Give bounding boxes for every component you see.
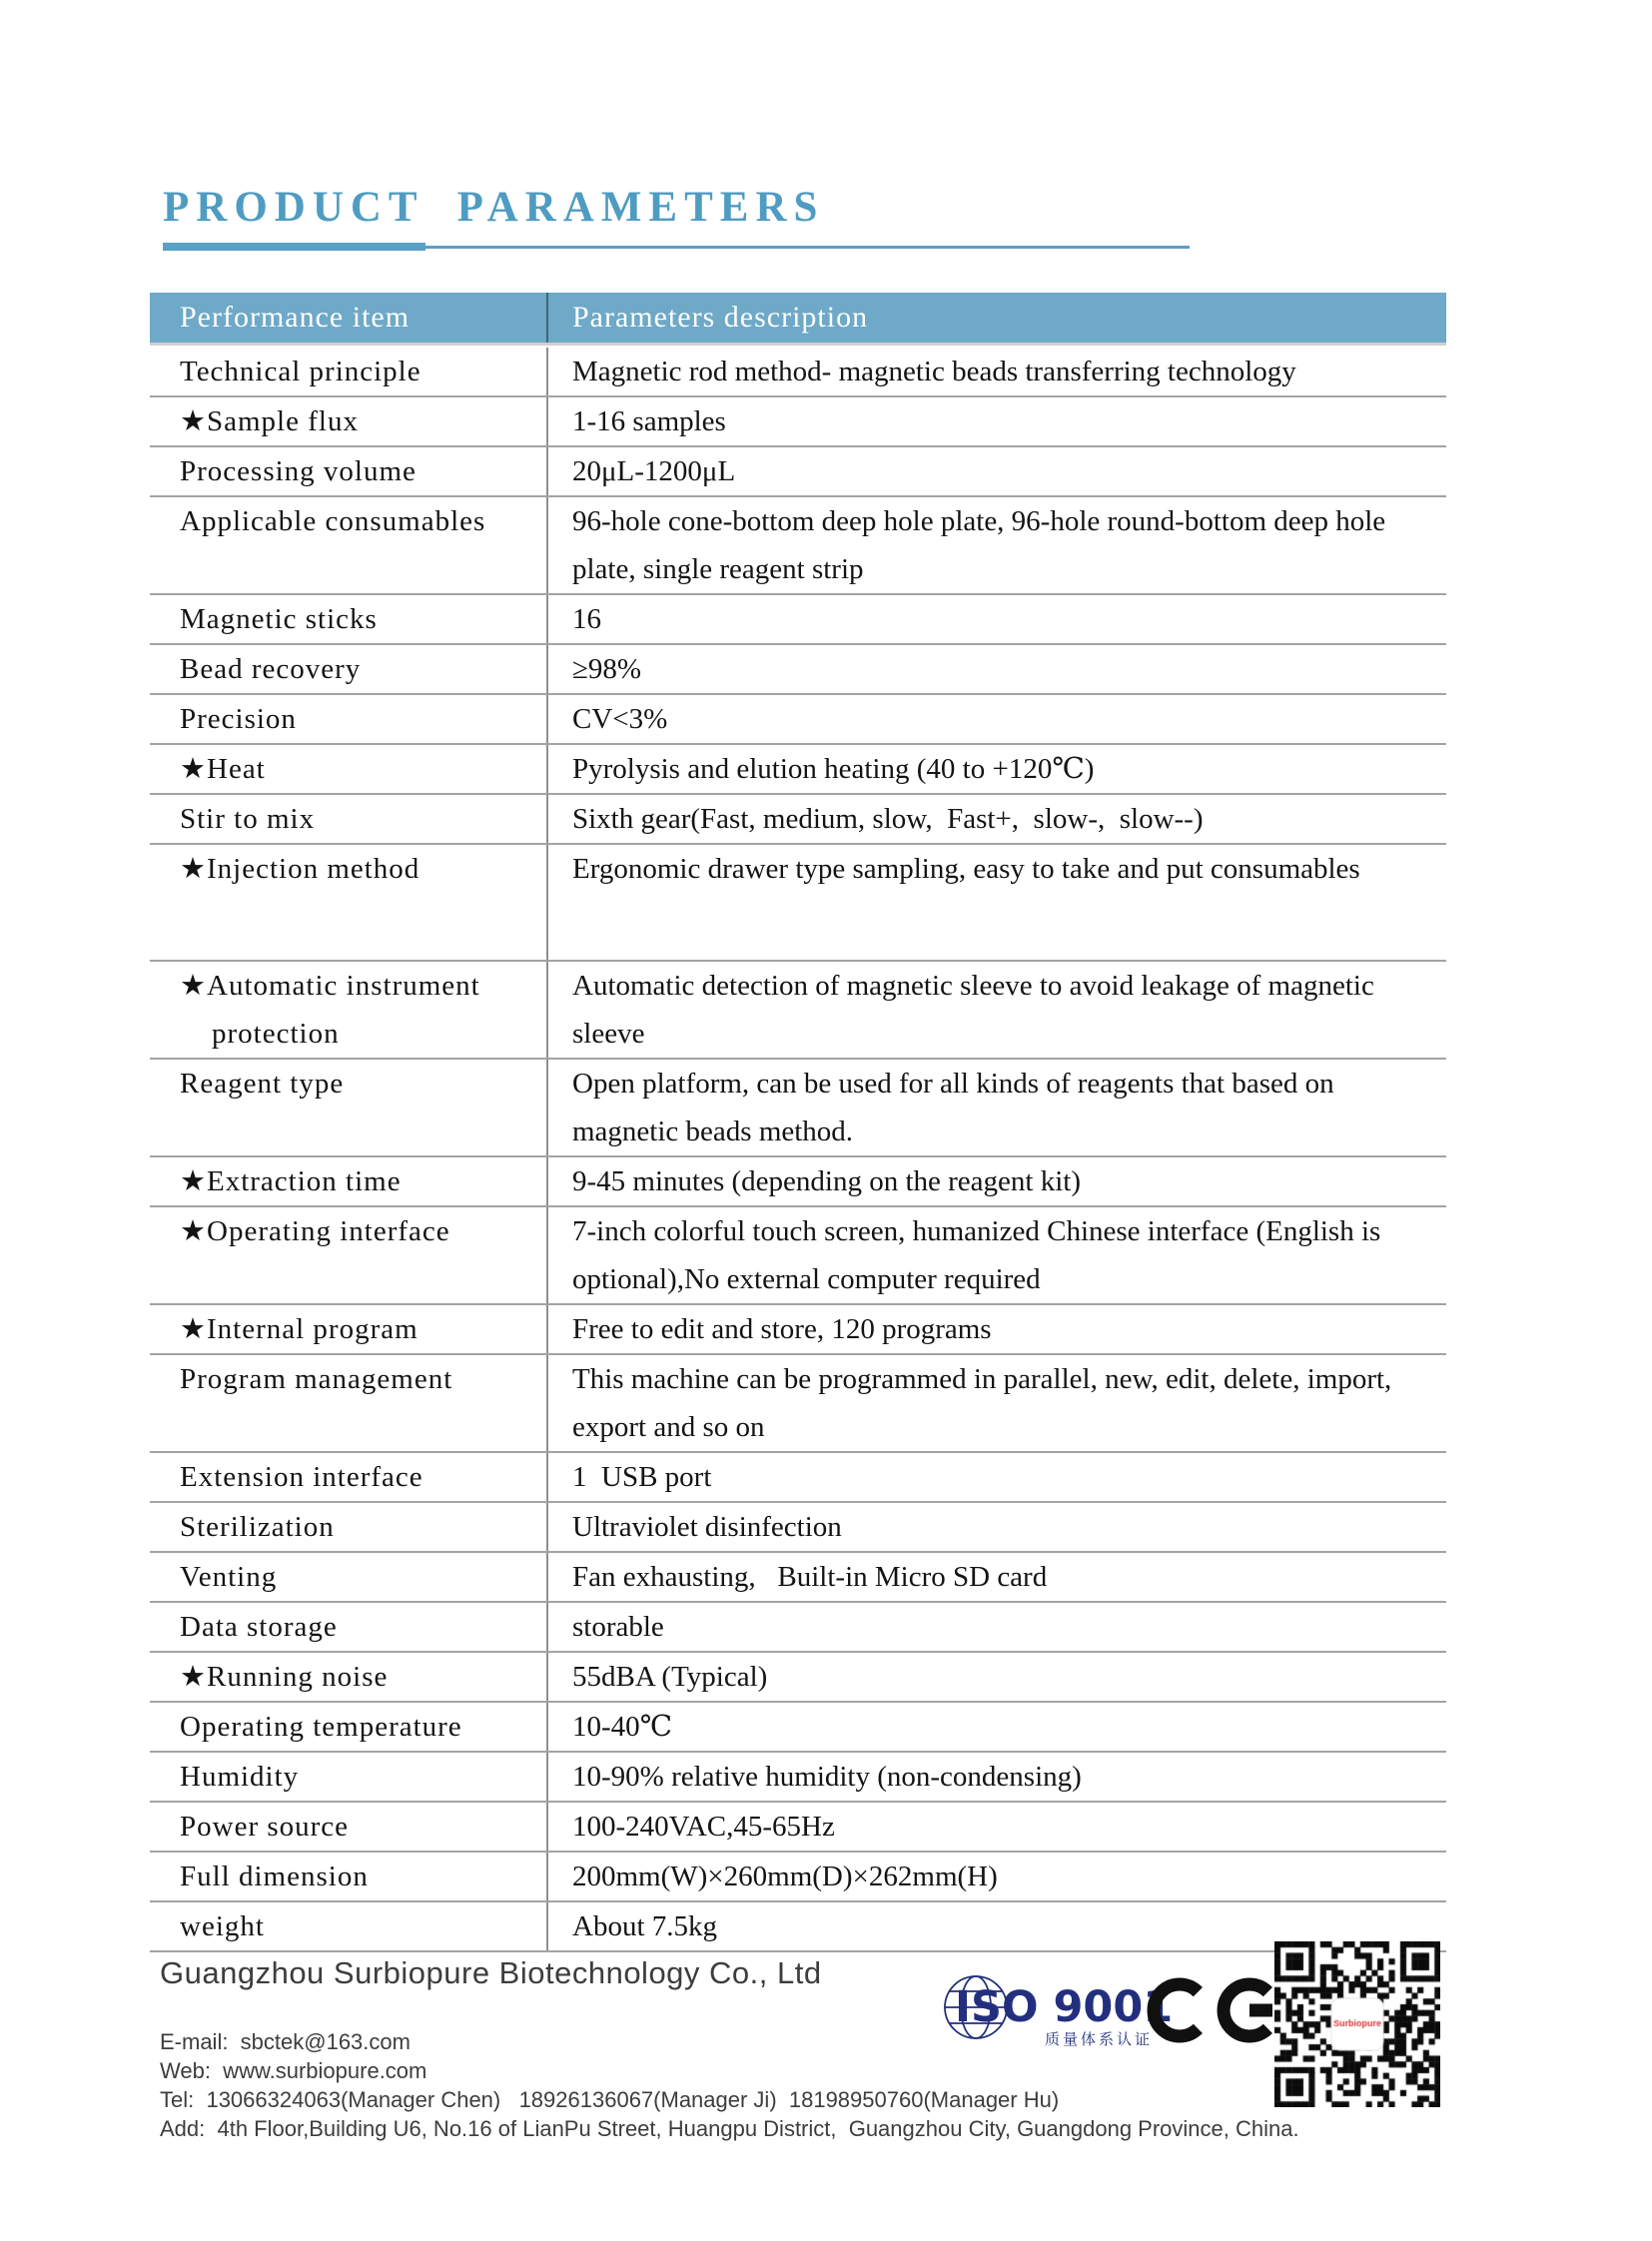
text-line: Ultraviolet disinfection [572, 1511, 842, 1543]
row-label [150, 1157, 546, 1205]
text-line: ≥98% [572, 653, 642, 685]
table-row [150, 1503, 1446, 1553]
text-line: Reagent type [180, 1068, 345, 1100]
text-line: Sixth gear(Fast, medium, slow, Fast+, slow-, slow--) [572, 803, 1204, 835]
text-line: ★Running noise [180, 1661, 389, 1693]
parameters-table [150, 293, 1446, 1952]
row-label [150, 1355, 546, 1451]
table-row [150, 1653, 1446, 1703]
text-line: Precision [180, 703, 297, 735]
row-value [546, 497, 1446, 593]
text-line: export and so on [572, 1411, 765, 1443]
text-line: Extension interface [180, 1461, 423, 1493]
table-row [150, 695, 1446, 745]
row-label [150, 1803, 546, 1851]
text-line: Stir to mix [180, 803, 316, 835]
text-line: magnetic beads method. [572, 1116, 854, 1147]
row-value [546, 1060, 1446, 1155]
text-line: 7-inch colorful touch screen, humanized Chinese interface (English is [572, 1215, 1381, 1247]
qr-code [1274, 1941, 1440, 2107]
text-line: CV<3% [572, 703, 668, 735]
text-line: ★Extraction time [180, 1165, 402, 1197]
text-line: Pyrolysis and elution heating (40 to +120℃) [572, 753, 1095, 785]
email-line: E-mail: sbctek@163.com [160, 2029, 411, 2054]
text-line: 96-hole cone-bottom deep hole plate, 96-hole round-bottom deep hole [572, 505, 1386, 537]
row-value [546, 1603, 1446, 1651]
table-row [150, 1603, 1446, 1653]
table-body [150, 346, 1446, 1952]
text-line: ★Injection method [180, 853, 420, 885]
table-row [150, 645, 1446, 695]
text-line: About 7.5kg [572, 1910, 717, 1942]
table-row [150, 397, 1446, 447]
row-label [150, 1703, 546, 1751]
web-line: Web: www.surbiopure.com [160, 2058, 427, 2083]
row-label [150, 397, 546, 445]
row-value [546, 1355, 1446, 1451]
text-line: 200mm(W)×260mm(D)×262mm(H) [572, 1861, 998, 1892]
row-value [546, 962, 1446, 1058]
row-label [150, 1207, 546, 1303]
row-label [150, 1503, 546, 1551]
text-line: Power source [180, 1811, 350, 1843]
text-line: Open platform, can be used for all kinds of reagents that based on [572, 1068, 1334, 1100]
company-name: Guangzhou Surbiopure Biotechnology Co., Ltd [160, 1955, 822, 1990]
table-row [150, 348, 1446, 397]
text-line: 10-90% relative humidity (non-condensing) [572, 1761, 1082, 1793]
text-line: Bead recovery [180, 653, 362, 685]
table-row [150, 1453, 1446, 1503]
table-row [150, 1207, 1446, 1305]
row-value [546, 1503, 1446, 1551]
text-line: sleeve [572, 1018, 645, 1050]
text-line: Magnetic sticks [180, 603, 378, 635]
row-label [150, 1453, 546, 1501]
row-label [150, 1902, 546, 1950]
text-line: ★Heat [180, 753, 266, 785]
table-row [150, 845, 1446, 962]
text-line: Data storage [180, 1611, 338, 1643]
text-line: Fan exhausting, Built-in Micro SD card [572, 1561, 1048, 1593]
text-line: ★Automatic instrument [180, 970, 480, 1002]
text-line: 1-16 samples [572, 405, 726, 437]
row-label [150, 1653, 546, 1701]
row-value [546, 348, 1446, 395]
underline-thick-segment [163, 243, 425, 251]
text-line: 10-40℃ [572, 1711, 673, 1743]
title-underline [163, 243, 1190, 252]
row-label [150, 1603, 546, 1651]
text-line: 16 [572, 603, 601, 635]
text-line: 20μL-1200μL [572, 455, 736, 487]
table-row [150, 1703, 1446, 1753]
text-line: Full dimension [180, 1861, 369, 1892]
text-line: storable [572, 1611, 664, 1643]
row-label [150, 745, 546, 793]
table-row [150, 1305, 1446, 1355]
text-line: Sterilization [180, 1511, 335, 1543]
column-header-parameters-description: Parameters description [546, 293, 1446, 343]
row-value [546, 1753, 1446, 1801]
table-header-row [150, 293, 1446, 346]
text-line: Free to edit and store, 120 programs [572, 1313, 992, 1345]
row-value [546, 1553, 1446, 1601]
row-value [546, 1653, 1446, 1701]
table-row [150, 1902, 1446, 1952]
text-line: This machine can be programmed in parallel, new, edit, delete, import, [572, 1363, 1392, 1395]
text-line: Ergonomic drawer type sampling, easy to take and put consumables [572, 853, 1360, 885]
table-row [150, 497, 1446, 595]
text-line: optional),No external computer required [572, 1263, 1041, 1295]
row-value [546, 447, 1446, 495]
table-row [150, 962, 1446, 1060]
row-label [150, 348, 546, 395]
text-line: Magnetic rod method- magnetic beads transferring technology [572, 356, 1296, 387]
table-row [150, 795, 1446, 845]
text-line: Automatic detection of magnetic sleeve to avoid leakage of magnetic [572, 970, 1374, 1002]
text-line: 100-240VAC,45-65Hz [572, 1811, 835, 1843]
row-label [150, 645, 546, 693]
row-value [546, 1305, 1446, 1353]
text-line: plate, single reagent strip [572, 553, 864, 585]
table-row [150, 447, 1446, 497]
text-line: ★Sample flux [180, 405, 359, 437]
row-value [546, 397, 1446, 445]
text-line: weight [180, 1910, 265, 1942]
table-row [150, 1060, 1446, 1157]
row-value [546, 745, 1446, 793]
row-label [150, 962, 546, 1058]
iso-subtitle: 质量体系认证 [1045, 2030, 1154, 2048]
row-label [150, 795, 546, 843]
row-label [150, 1305, 546, 1353]
table-row [150, 745, 1446, 795]
table-row [150, 1355, 1446, 1453]
table-row [150, 1753, 1446, 1803]
table-row [150, 1803, 1446, 1853]
table-row [150, 1853, 1446, 1902]
underline-thin-segment [425, 246, 1190, 249]
text-line: Processing volume [180, 455, 416, 487]
row-value [546, 1207, 1446, 1303]
ce-mark-icon [1144, 1974, 1283, 2046]
table-row [150, 1553, 1446, 1603]
text-line: Operating temperature [180, 1711, 462, 1743]
text-line: protection [212, 1018, 340, 1050]
column-header-performance-item: Performance item [180, 301, 411, 334]
text-line: 1 USB port [572, 1461, 712, 1493]
text-line: Program management [180, 1363, 453, 1395]
page-title: PRODUCT PARAMETERS [163, 184, 825, 231]
text-line: Technical principle [180, 356, 421, 387]
row-value [546, 795, 1446, 843]
text-line: 55dBA (Typical) [572, 1661, 768, 1693]
row-label [150, 595, 546, 643]
row-value [546, 645, 1446, 693]
row-value [546, 595, 1446, 643]
row-value [546, 1157, 1446, 1205]
text-line: Humidity [180, 1761, 300, 1793]
row-value [546, 1703, 1446, 1751]
row-value [546, 845, 1446, 960]
row-value [546, 1803, 1446, 1851]
row-label [150, 1553, 546, 1601]
row-label [150, 1753, 546, 1801]
row-label [150, 1060, 546, 1155]
iso-label: ISO 9001 [955, 1982, 1174, 2032]
tel-line: Tel: 13066324063(Manager Chen) 18926136067(Manager Ji) 18198950760(Manager Hu) [160, 2087, 1060, 2112]
row-label [150, 695, 546, 743]
row-value [546, 1453, 1446, 1501]
row-label [150, 845, 546, 960]
row-label [150, 1853, 546, 1900]
table-row [150, 1157, 1446, 1207]
row-label [150, 497, 546, 593]
text-line: ★Internal program [180, 1313, 418, 1345]
row-value [546, 695, 1446, 743]
address-line: Add: 4th Floor,Building U6, No.16 of LianPu Street, Huangpu District, Guangzhou City, Guangdong Province, China. [160, 2116, 1299, 2141]
table-row [150, 595, 1446, 645]
row-label [150, 447, 546, 495]
row-value [546, 1853, 1446, 1900]
text-line: Venting [180, 1561, 278, 1593]
text-line: ★Operating interface [180, 1215, 450, 1247]
text-line: 9-45 minutes (depending on the reagent kit) [572, 1165, 1081, 1197]
text-line: Applicable consumables [180, 505, 486, 537]
